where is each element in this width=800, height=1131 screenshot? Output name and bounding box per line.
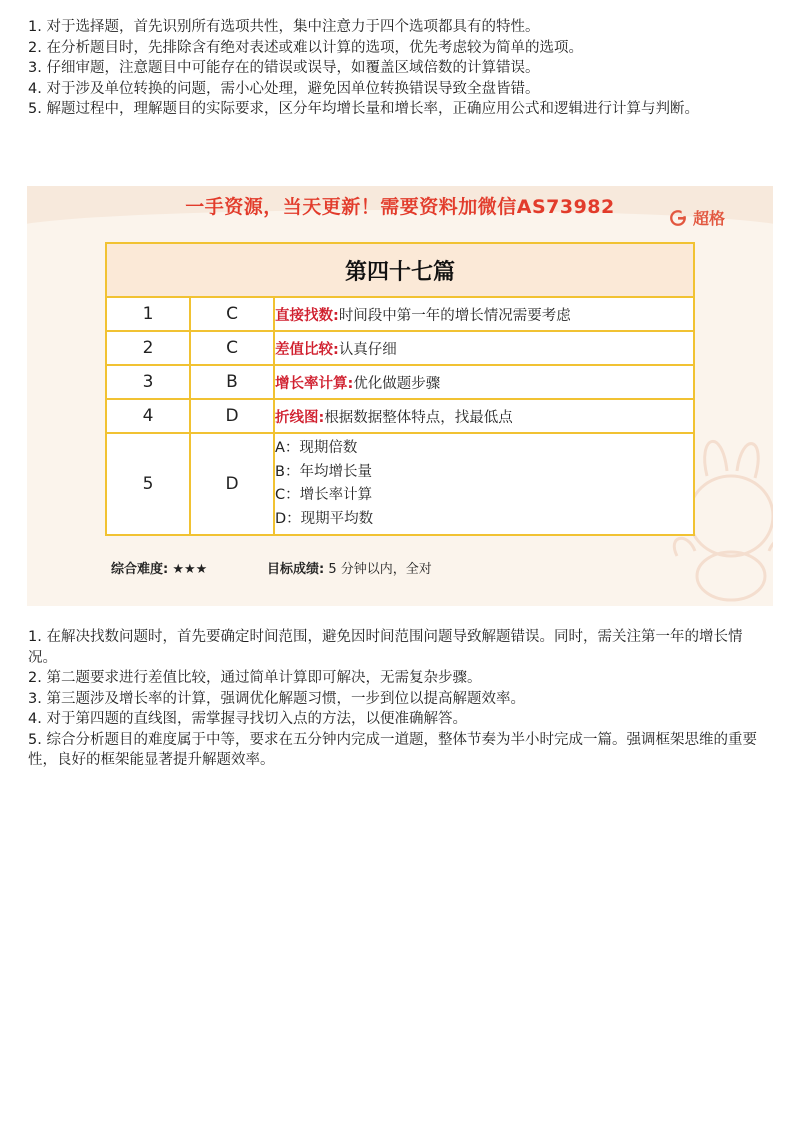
answer-letter: D: [190, 433, 274, 535]
answer-card-image: [27, 186, 773, 606]
brand-logo: [669, 206, 725, 229]
note-keyword: 增长率计算:: [275, 375, 354, 392]
answer-note: [274, 365, 694, 399]
question-number: 3: [106, 365, 190, 399]
analysis-note: 5. 综合分析题目的难度属于中等，要求在五分钟内完成一道题，整体节奏为半小时完成一篇。强调框架思维的重要性，良好的框架能显著提升解题效率。: [28, 731, 757, 768]
question-number: 4: [106, 399, 190, 433]
question-number: 2: [106, 331, 190, 365]
analysis-note: 3. 第三题涉及增长率的计算，强调优化解题习惯，一步到位以提高解题效率。: [28, 690, 525, 707]
answer-row: [106, 399, 694, 433]
answer-letter: C: [190, 331, 274, 365]
goal-value: 5 分钟以内，全对: [328, 562, 432, 577]
promo-banner: 一手资源，当天更新！需要资料加微信AS73982: [185, 196, 615, 218]
intro-tip: 2. 在分析题目时，先排除含有绝对表述或难以计算的选项，优先考虑较为简单的选项。: [28, 39, 583, 56]
answer-letter: C: [190, 297, 274, 331]
intro-tip: 3. 仔细审题，注意题目中可能存在的错误或误导，如覆盖区域倍数的计算错误。: [28, 60, 540, 76]
analysis-note: 1. 在解决找数问题时，首先要确定时间范围，避免因时间范围问题导致解题错误。同时，需关注第一年的增长情况。: [28, 629, 743, 666]
answer-row: [106, 365, 694, 399]
answer-row: [106, 331, 694, 365]
note-text: 时间段中第一年的增长情况需要考虑: [338, 307, 571, 324]
option-line: C：增长率计算: [275, 487, 373, 503]
difficulty-rating: [111, 558, 207, 577]
difficulty-label: 综合难度:: [111, 562, 169, 577]
option-line: D：现期平均数: [275, 510, 374, 527]
analysis-notes: [28, 627, 768, 771]
target-score: [267, 558, 432, 577]
answer-letter: D: [190, 399, 274, 433]
answer-note: [274, 399, 694, 433]
intro-tip: 5. 解题过程中，理解题目的实际要求，区分年均增长量和增长率，正确应用公式和逻辑进行计算与判断。: [28, 101, 699, 117]
note-text: 认真仔细: [338, 341, 397, 358]
intro-tip: 1. 对于选择题，首先识别所有选项共性，集中注意力于四个选项都具有的特性。: [28, 19, 540, 35]
difficulty-stars: ★★★: [172, 562, 208, 577]
note-text: 根据数据整体特点，找最低点: [324, 409, 513, 426]
note-keyword: 直接找数:: [275, 307, 339, 324]
answer-note: [274, 331, 694, 365]
option-line: B：年均增长量: [275, 463, 372, 480]
analysis-note: 2. 第二题要求进行差值比较，通过简单计算即可解决，无需复杂步骤。: [28, 670, 482, 686]
answer-table: [105, 242, 695, 536]
intro-tips: [28, 17, 768, 120]
analysis-note: 4. 对于第四题的直线图，需掌握寻找切入点的方法，以便准确解答。: [28, 711, 467, 727]
goal-label: 目标成绩:: [267, 562, 325, 577]
answer-note: [274, 297, 694, 331]
answer-row: [106, 297, 694, 331]
intro-tip: 4. 对于涉及单位转换的问题，需小心处理，避免因单位转换错误导致全盘皆错。: [28, 80, 540, 97]
option-line: A：现期倍数: [275, 440, 358, 456]
question-number: 5: [106, 433, 190, 535]
answer-row: [106, 433, 694, 535]
question-number: 1: [106, 297, 190, 331]
answer-options: [274, 433, 694, 535]
brand-g-icon: [669, 209, 687, 227]
note-text: 优化做题步骤: [353, 375, 441, 392]
brand-name: 超格: [692, 209, 725, 228]
answer-letter: B: [190, 365, 274, 399]
note-keyword: 差值比较:: [275, 341, 339, 358]
note-keyword: 折线图:: [275, 409, 325, 426]
sheet-title: 第四十七篇: [106, 243, 694, 297]
